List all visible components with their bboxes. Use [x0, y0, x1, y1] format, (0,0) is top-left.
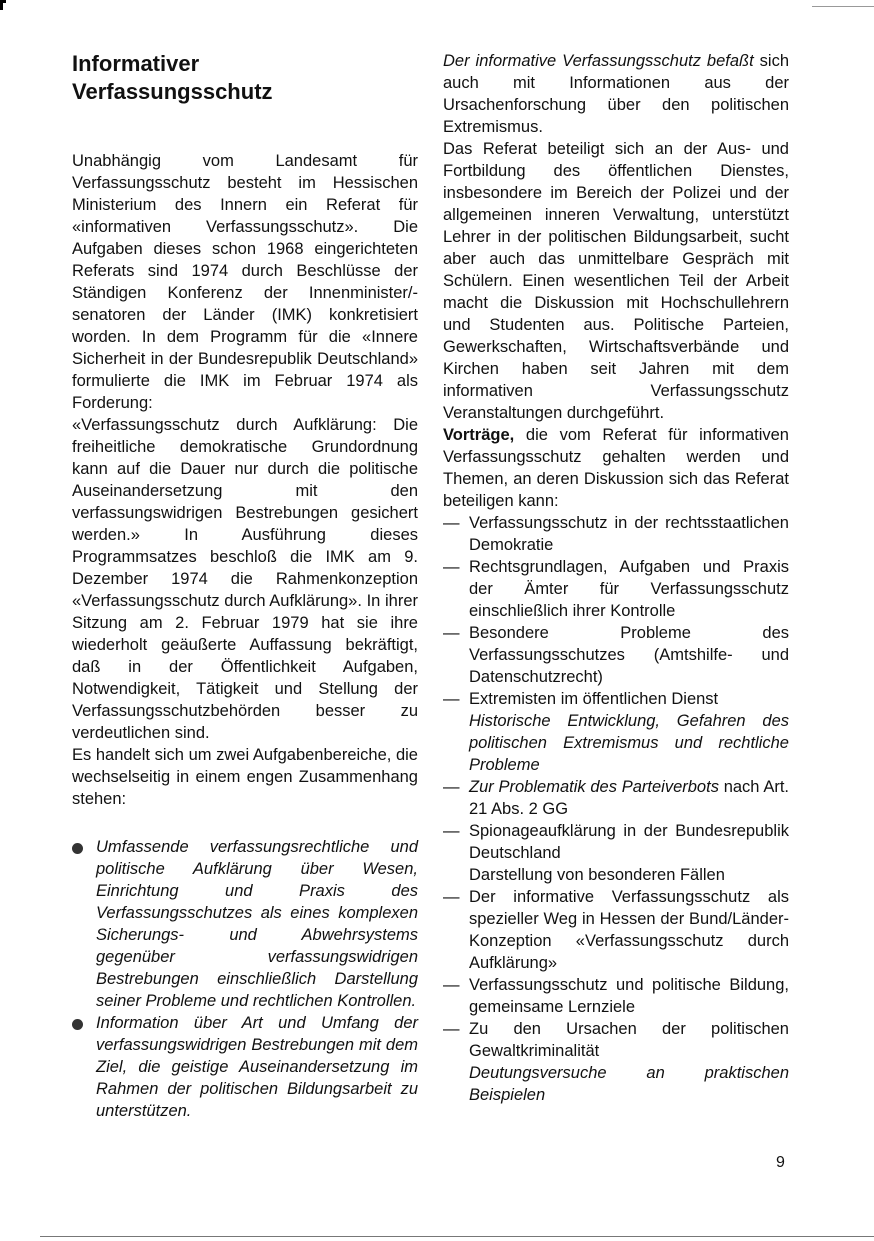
bullet-text: Information über Art und Umfang der verfassungswidrigen Bestrebungen mit dem Ziel, die geistige Auseinandersetzung im Rahmen der politischen Bildungsarbeit zu unterstützen.	[96, 1014, 418, 1120]
list-item	[443, 886, 789, 974]
research-paragraph	[443, 50, 789, 138]
dash-icon: —	[443, 1020, 460, 1038]
topic-subtext: Deutungsversuche an praktischen Beispielen	[469, 1064, 789, 1104]
title-line-1: Informativer	[72, 51, 200, 76]
dash-icon: —	[443, 778, 460, 796]
topic-text: nach Art. 21 Abs. 2 GG	[469, 778, 789, 818]
list-item	[72, 836, 418, 1012]
dash-icon: —	[443, 976, 460, 994]
topic-text: Besondere Probleme des Verfassungsschutzes (Amtshilfe- und Datenschutzrecht)	[469, 624, 789, 686]
dash-icon: —	[443, 558, 460, 576]
bullet-icon	[72, 843, 83, 854]
list-item	[72, 1012, 418, 1122]
topic-text: Der informative Verfassungsschutz als spezieller Weg in Hessen der Bund/Länder-Konzeption «Verfassungsschutz durch Aufklärung»	[469, 888, 789, 972]
intro-paragraph: Unabhängig vom Landesamt für Verfassungsschutz besteht im Hessischen Ministerium des Innern ein Referat für «informativen Verfassungsschutz». Die Aufgaben dieses schon 1968 eingerichteten Referats sind 1974 durch Beschlüsse der Ständigen Konferenz der Innenminister/-senatoren der Länder (IMK) konkretisiert worden. In dem Programm für die «Innere Sicherheit in der Bundesrepublik Deutschland» formulierte die IMK im Februar 1974 als Forderung:	[72, 152, 418, 412]
list-item	[443, 776, 789, 820]
training-paragraph: Das Referat beteiligt sich an der Aus- und Fortbildung des öffentlichen Dienstes, insbesondere im Bereich der Polizei und der allgemeinen inneren Verwaltung, unterstützt Lehrer in der politischen Bildungsarbeit, sucht aber auch das unmittelbare Gespräch mit Schülern. Einen wesentlichen Teil der Arbeit macht die Diskussion mit Hochschullehrern und Studenten aus. Politische Parteien, Gewerkschaften, Wirtschaftsverbände und Kirchen haben seit Jahren mit dem informativen Verfassungsschutz Veranstaltungen durchgeführt.	[443, 140, 789, 422]
left-column	[72, 50, 418, 1122]
topic-text-italic: Zur Problematik des Parteiverbots	[469, 778, 719, 796]
list-item	[443, 556, 789, 622]
list-item	[443, 512, 789, 556]
list-item	[443, 688, 789, 776]
bottom-edge-line	[40, 1236, 874, 1237]
page-title	[72, 50, 418, 106]
topic-text: Spionageaufklärung in der Bundesrepublik Deutschland	[469, 822, 789, 862]
topic-subtext: Darstellung von besonderen Fällen	[469, 866, 725, 884]
lectures-rest: die vom Referat für informativen Verfassungsschutz gehalten werden und Themen, an deren Diskussion sich das Referat beteiligen kann:	[443, 426, 789, 510]
page-number: 9	[776, 1154, 785, 1171]
title-line-2: Verfassungsschutz	[72, 79, 273, 104]
dash-icon: —	[443, 822, 460, 840]
bullet-text: Umfassende verfassungsrechtliche und politische Aufklärung über Wesen, Einrichtung und Praxis des Verfassungsschutzes als eines komplexen Sicherungs- und Abwehrsystems gegenüber verfassungswidrigen Bestrebungen einschließlich Darstellung seiner Probleme und rechtlichen Kontrollen.	[96, 838, 418, 1010]
task-areas-list	[72, 836, 418, 1122]
right-column	[443, 50, 789, 1106]
topic-text: Verfassungsschutz und politische Bildung, gemeinsame Lernziele	[469, 976, 789, 1016]
scan-corner-mark-vertical	[0, 0, 3, 10]
quote-paragraph: «Verfassungsschutz durch Aufklärung: Die freiheitliche demokratische Grundordnung kann auf die Dauer nur durch die politische Auseinandersetzung mit den verfassungswidrigen Bestrebungen gesichert werden.» In Ausführung dieses Programmsatzes beschloß die IMK am 9. Dezember 1974 die Rahmenkonzeption «Verfassungsschutz durch Aufklärung». In ihrer Sitzung am 2. Februar 1979 hat sie ihre wiederholt geäußerte Auffassung bekräftigt, daß in der Öffentlichkeit Aufgaben, Notwendigkeit, Tätigkeit und Stellung der Verfassungsschutzbehörden besser zu verdeutlichen sind.	[72, 416, 418, 742]
task-areas-paragraph: Es handelt sich um zwei Aufgabenbereiche, die wechselseitig in einem engen Zusammenhang stehen:	[72, 746, 418, 808]
list-item	[443, 1018, 789, 1106]
topic-text: Verfassungsschutz in der rechtsstaatlichen Demokratie	[469, 514, 789, 554]
lecture-topics-list	[443, 512, 789, 1106]
dash-icon: —	[443, 888, 460, 906]
dash-icon: —	[443, 514, 460, 532]
list-item	[443, 622, 789, 688]
topic-text: Extremisten im öffentlichen Dienst	[469, 690, 719, 708]
research-rest: sich auch mit Informationen aus der Ursachenforschung über den politischen Extremismus.	[443, 52, 789, 136]
dash-icon: —	[443, 624, 460, 642]
topic-subtext: Historische Entwicklung, Gefahren des politischen Extremismus und rechtliche Probleme	[469, 712, 789, 774]
lectures-lead: Vorträge,	[443, 426, 515, 444]
lectures-paragraph	[443, 424, 789, 512]
list-item	[443, 974, 789, 1018]
top-edge-line	[812, 6, 874, 7]
bullet-icon	[72, 1019, 83, 1030]
topic-text: Zu den Ursachen der politischen Gewaltkriminalität	[469, 1020, 789, 1060]
research-lead: Der informative Verfassungsschutz befaßt	[443, 52, 754, 70]
list-item	[443, 820, 789, 886]
dash-icon: —	[443, 690, 460, 708]
topic-text: Rechtsgrundlagen, Aufgaben und Praxis der Ämter für Verfassungsschutz einschließlich ihrer Kontrolle	[469, 558, 789, 620]
